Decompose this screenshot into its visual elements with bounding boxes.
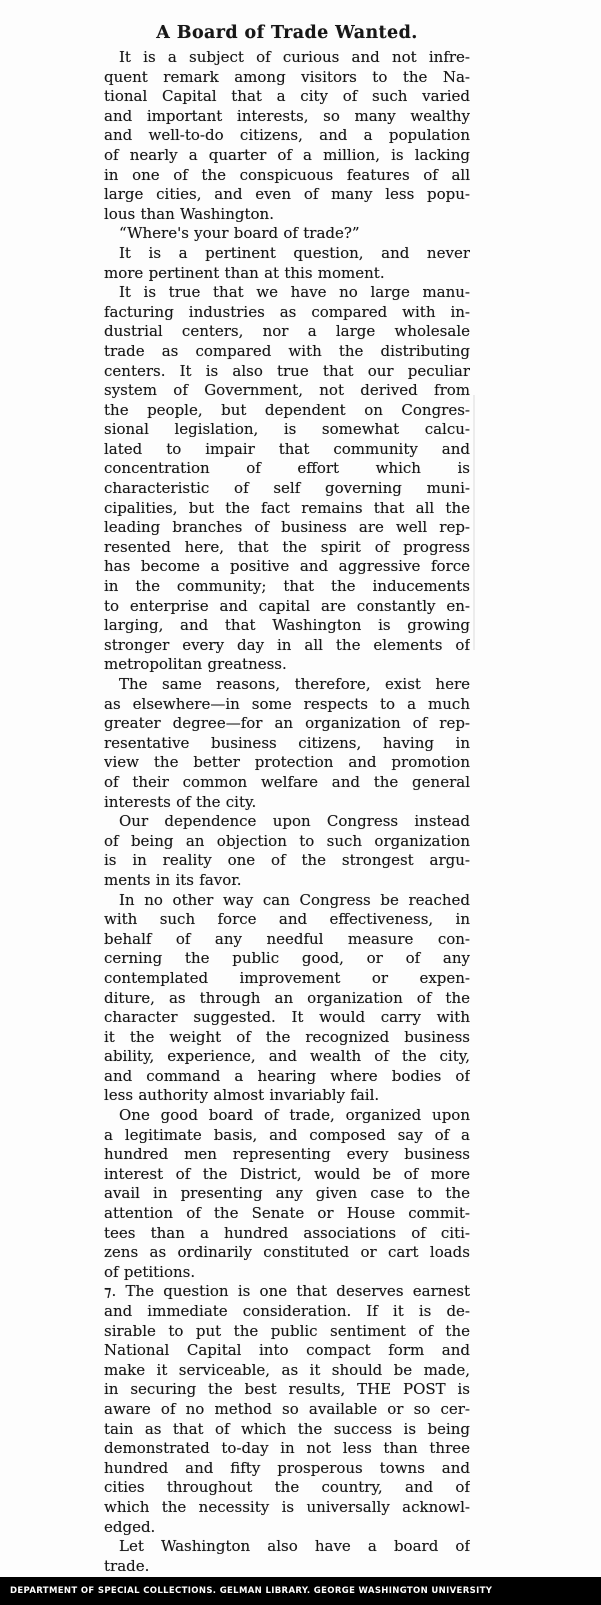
article-line: characteristic of self governing muni- xyxy=(104,479,470,498)
footer-caption: DEPARTMENT OF SPECIAL COLLECTIONS. GELMAN LIBRARY. GEORGE WASHINGTON UNIVERSITY xyxy=(10,1586,493,1596)
article-line: It is a pertinent question, and never xyxy=(119,243,470,262)
article-line: and command a hearing where bodies of xyxy=(104,1066,470,1085)
article-line: edged. xyxy=(104,1517,156,1536)
article-paragraph xyxy=(104,812,470,890)
article-line: interests of the city. xyxy=(104,792,257,811)
article-line: One good board of trade, organized upon xyxy=(119,1106,470,1125)
article-line: trade. xyxy=(104,1556,150,1575)
article-line: National Capital into compact form and xyxy=(104,1341,470,1360)
article-line: It is a subject of curious and not infre- xyxy=(119,48,470,66)
article-line: greater degree—for an organization of rep- xyxy=(104,714,470,733)
article-line: in securing the best results, THE POST is xyxy=(104,1380,470,1399)
article-line: The same reasons, therefore, exist here xyxy=(119,675,470,693)
article-line: aware of no method so available or so cer- xyxy=(104,1399,470,1418)
article-line: less authority almost invariably fail. xyxy=(104,1086,380,1105)
article-line: Let Washington also have a board of xyxy=(119,1537,470,1556)
article-line: sirable to put the public sentiment of the xyxy=(104,1321,470,1340)
article-line: in one of the conspicuous features of all xyxy=(104,165,470,184)
article-line: “Where's your board of trade?” xyxy=(119,224,360,243)
article-line: character suggested. It would carry with xyxy=(104,1008,470,1027)
article-line: and well-to-do citizens, and a population xyxy=(104,126,470,145)
article xyxy=(104,20,470,1576)
article-paragraph xyxy=(104,1106,470,1282)
article-paragraph xyxy=(104,1282,470,1537)
article-line: the people, but dependent on Congres- xyxy=(104,400,470,419)
article-line: tional Capital that a city of such varied xyxy=(104,87,470,106)
article-line: lous than Washington. xyxy=(104,204,274,223)
article-paragraph xyxy=(104,244,470,283)
article-line: of being an objection to such organization xyxy=(104,831,470,850)
article-line: tain as that of which the success is being xyxy=(104,1419,470,1438)
article-line: a legitimate basis, and composed say of a xyxy=(104,1125,470,1144)
article-line: is in reality one of the strongest argu- xyxy=(104,851,470,870)
article-line: lated to impair that community and xyxy=(104,439,470,458)
article-line: ⁊. The question is one that deserves earnest xyxy=(104,1282,470,1301)
article-line: diture, as through an organization of the xyxy=(104,988,470,1007)
article-line: behalf of any needful measure con- xyxy=(104,929,470,948)
article-line: facturing industries as compared with in- xyxy=(104,302,470,321)
article-line: to enterprise and capital are constantly en- xyxy=(104,596,470,615)
article-paragraph xyxy=(104,48,470,224)
article-line: of petitions. xyxy=(104,1262,196,1281)
article-line: metropolitan greatness. xyxy=(104,655,287,674)
article-line: It is true that we have no large manu- xyxy=(119,283,470,302)
article-line: cities throughout the country, and of xyxy=(104,1478,470,1497)
article-line: quent remark among visitors to the Na- xyxy=(104,67,470,86)
article-line: tees than a hundred associations of citi- xyxy=(104,1223,470,1242)
article-line: and important interests, so many wealthy xyxy=(104,106,470,125)
article-line: view the better protection and promotion xyxy=(104,753,470,772)
article-line: contemplated improvement or expen- xyxy=(104,968,470,987)
article-line: has become a positive and aggressive force xyxy=(104,557,470,576)
article-line: with such force and effectiveness, in xyxy=(104,910,470,929)
article-line: hundred men representing every business xyxy=(104,1145,470,1164)
footer-bar xyxy=(0,1577,601,1605)
article-paragraph xyxy=(104,224,470,244)
article-line: ability, experience, and wealth of the city, xyxy=(104,1047,470,1066)
article-line: more pertinent than at this moment. xyxy=(104,263,385,282)
article-paragraph xyxy=(104,675,470,812)
article-line: cerning the public good, or of any xyxy=(104,949,470,968)
article-title: A Board of Trade Wanted. xyxy=(156,23,418,43)
article-line: of their common welfare and the general xyxy=(104,772,470,791)
article-line: as elsewhere—in some respects to a much xyxy=(104,694,470,713)
article-line: in the community; that the inducements xyxy=(104,577,470,596)
column-rule-artifact xyxy=(473,395,475,650)
article-line: zens as ordinarily constituted or cart loads xyxy=(104,1243,470,1262)
article-line: resented here, that the spirit of progress xyxy=(104,537,470,556)
article-line: centers. It is also true that our peculiar xyxy=(104,361,470,380)
article-line: make it serviceable, as it should be made, xyxy=(104,1360,470,1379)
article-line: concentration of effort which is xyxy=(104,459,470,478)
article-line: large cities, and even of many less popu- xyxy=(104,185,470,204)
article-body xyxy=(104,48,470,1576)
article-line: resentative business citizens, having in xyxy=(104,733,470,752)
article-line: which the necessity is universally acknowl- xyxy=(104,1497,470,1516)
article-line: cipalities, but the fact remains that all the xyxy=(104,498,470,517)
article-line: stronger every day in all the elements of xyxy=(104,635,470,654)
article-line: larging, and that Washington is growing xyxy=(104,616,470,635)
article-line: ments in its favor. xyxy=(104,870,242,889)
article-line: attention of the Senate or House commit- xyxy=(104,1204,470,1223)
article-line: system of Government, not derived from xyxy=(104,381,470,400)
article-paragraph xyxy=(104,891,470,1107)
article-paragraph xyxy=(104,283,470,675)
article-line: In no other way can Congress be reached xyxy=(119,890,470,909)
article-line: sional legislation, is somewhat calcu- xyxy=(104,420,470,439)
article-line: demonstrated to-day in not less than three xyxy=(104,1439,470,1458)
article-line: interest of the District, would be of more xyxy=(104,1164,470,1183)
article-line: avail in presenting any given case to the xyxy=(104,1184,470,1203)
article-line: hundred and fifty prosperous towns and xyxy=(104,1458,470,1477)
article-line: Our dependence upon Congress instead xyxy=(119,812,470,831)
article-line: of nearly a quarter of a million, is lacking xyxy=(104,145,470,164)
article-line: it the weight of the recognized business xyxy=(104,1027,470,1046)
article-line: and immediate consideration. If it is de- xyxy=(104,1302,470,1320)
article-line: leading branches of business are well rep- xyxy=(104,518,470,537)
article-line: trade as compared with the distributing xyxy=(104,341,470,360)
article-line: dustrial centers, nor a large wholesale xyxy=(104,322,470,341)
article-paragraph xyxy=(104,1537,470,1576)
